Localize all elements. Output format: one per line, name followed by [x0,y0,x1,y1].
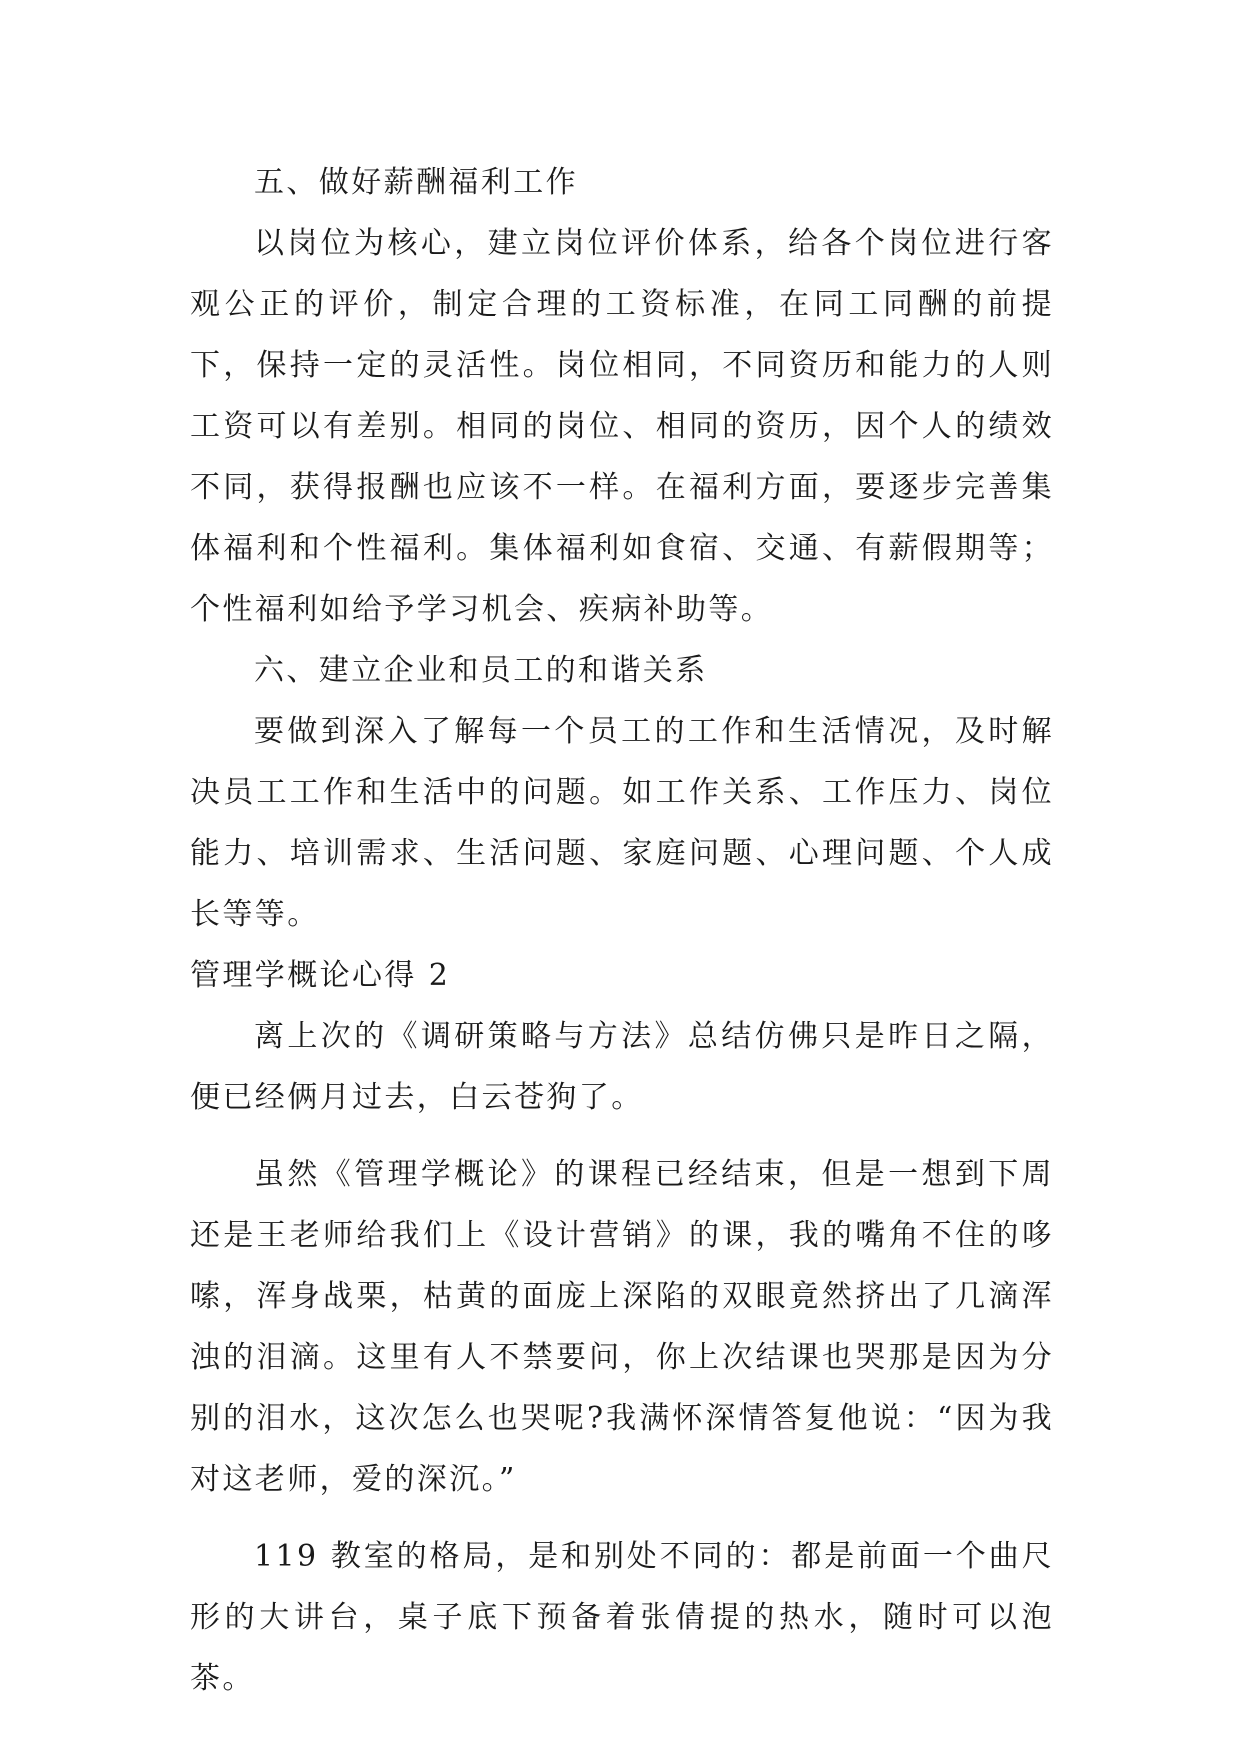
section-heading-5: 五、做好薪酬福利工作 [254,165,578,200]
paragraph-salary-welfare: 以岗位为核心，建立岗位评价体系，给各个岗位进行客观公正的评价，制定合理的工资标准，在同工同酬的前提下，保持一定的灵活性。岗位相同，不同资历和能力的人则工资可以有差别。相同的岗位、相同的资历，因个人的绩效不同，获得报酬也应该不一样。在福利方面，要逐步完善集体福利和个性福利。集体福利如食宿、交通、有薪假期等；个性福利如给予学习机会、疾病补助等。 [190,226,1054,627]
paragraph-course-end: 虽然《管理学概论》的课程已经结束，但是一想到下周还是王老师给我们上《设计营销》的课，我的嘴角不住的哆嗦，浑身战栗，枯黄的面庞上深陷的双眼竟然挤出了几滴浑浊的泪滴。这里有人不禁要问，你上次结课也哭那是因为分别的泪水，这次怎么也哭呢?我满怀深情答复他说：“因为我对这老师，爱的深沉。” [190,1157,1054,1497]
paragraph-employee-relations: 要做到深入了解每一个员工的工作和生活情况，及时解决员工工作和生活中的问题。如工作关系、工作压力、岗位能力、培训需求、生活问题、家庭问题、心理问题、个人成长等等。 [190,714,1054,932]
paragraph-intro: 离上次的《调研策略与方法》总结仿佛只是昨日之隔，便已经俩月过去，白云苍狗了。 [190,1019,1054,1115]
section-heading-6: 六、建立企业和员工的和谐关系 [254,653,708,688]
document-body [190,152,1054,1709]
paragraph-classroom: 119 教室的格局，是和别处不同的：都是前面一个曲尺形的大讲台，桌子底下预备着张倩提的热水，随时可以泡茶。 [190,1539,1054,1696]
essay-title: 管理学概论心得 2 [190,958,451,993]
